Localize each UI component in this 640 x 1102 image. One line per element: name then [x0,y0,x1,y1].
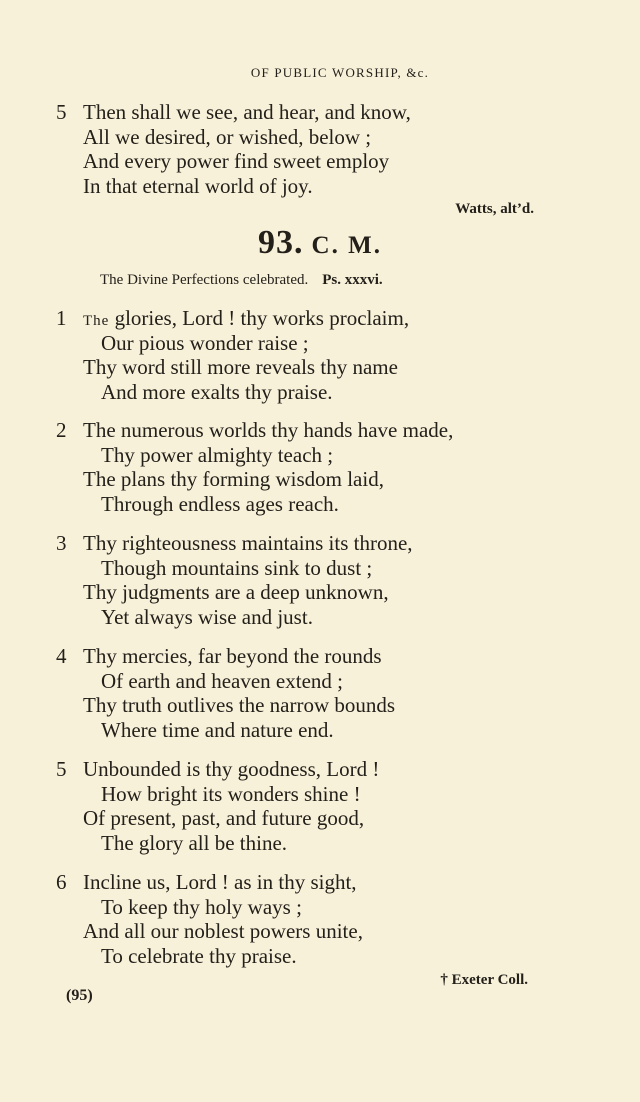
verse-line: Thy judgments are a deep unknown, [83,580,389,604]
hymn-subtitle [100,272,383,289]
verse-line: Of present, past, and future good, [83,806,365,830]
stanza-6 [56,870,556,968]
stanza-1 [56,306,556,404]
stanza-2 [56,418,556,516]
verse-line: To keep thy holy ways ; [101,894,302,919]
first-word: The [83,313,110,329]
attribution-exeter: † Exeter Coll. [440,972,528,988]
verse-line: And every power find sweet employ [83,149,390,173]
stanza-number: 4 [56,644,67,668]
hymn-meter: C. M. [311,232,382,259]
verse-line: How bright its wonders shine ! [101,781,361,806]
verse-line: To celebrate thy praise. [101,943,297,968]
stanza-5 [56,757,556,855]
stanza-3 [56,531,556,629]
verse-line: Thy power almighty teach ; [101,442,334,467]
verse-line: Through endless ages reach. [101,491,339,516]
stanza-4 [56,644,556,742]
verse-line: Though mountains sink to dust ; [101,555,373,580]
verse-line: Our pious wonder raise ; [101,330,309,355]
stanza-number: 2 [56,418,67,442]
stanza-number: 5 [56,757,67,781]
page-number: (95) [66,987,93,1004]
verse-line: And more exalts thy praise. [101,379,333,404]
stanza-number: 1 [56,306,67,330]
verse-line: Unbounded is thy goodness, Lord ! [83,757,380,781]
verse-line: The plans thy forming wisdom laid, [83,467,384,491]
stanza-number: 5 [56,100,67,124]
verse-line: Thy truth outlives the narrow bounds [83,693,396,717]
verse-line [83,306,409,334]
verse-line: Then shall we see, and hear, and know, [83,100,411,124]
attribution-watts: Watts, alt’d. [455,201,534,217]
stanza-prev-5 [56,100,556,198]
subtitle-text: The Divine Perfections celebrated. [100,272,309,288]
hymn-number: 93. [258,224,304,261]
verse-line: Where time and nature end. [101,717,334,742]
stanza-number: 6 [56,870,67,894]
hymn-title [0,224,640,262]
verse-line: Thy righteousness maintains its throne, [83,531,413,555]
verse-line: All we desired, or wished, below ; [83,124,372,149]
verse-line: Yet always wise and just. [101,604,313,629]
verse-line: In that eternal world of joy. [83,173,313,198]
running-head: OF PUBLIC WORSHIP, &c. [250,65,430,80]
verse-line: Incline us, Lord ! as in thy sight, [83,870,357,894]
verse-line: Of earth and heaven extend ; [101,668,343,693]
verse-line: Thy mercies, far beyond the rounds [83,644,382,668]
verse-line: Thy word still more reveals thy name [83,355,398,379]
verse-line: And all our noblest powers unite, [83,919,363,943]
verse-line: The glory all be thine. [101,830,288,855]
verse-line-rest: glories, Lord ! thy works proclaim, [109,306,410,330]
verse-line: The numerous worlds thy hands have made, [83,418,454,442]
stanza-number: 3 [56,531,67,555]
psalm-reference: Ps. xxxvi. [322,272,383,288]
